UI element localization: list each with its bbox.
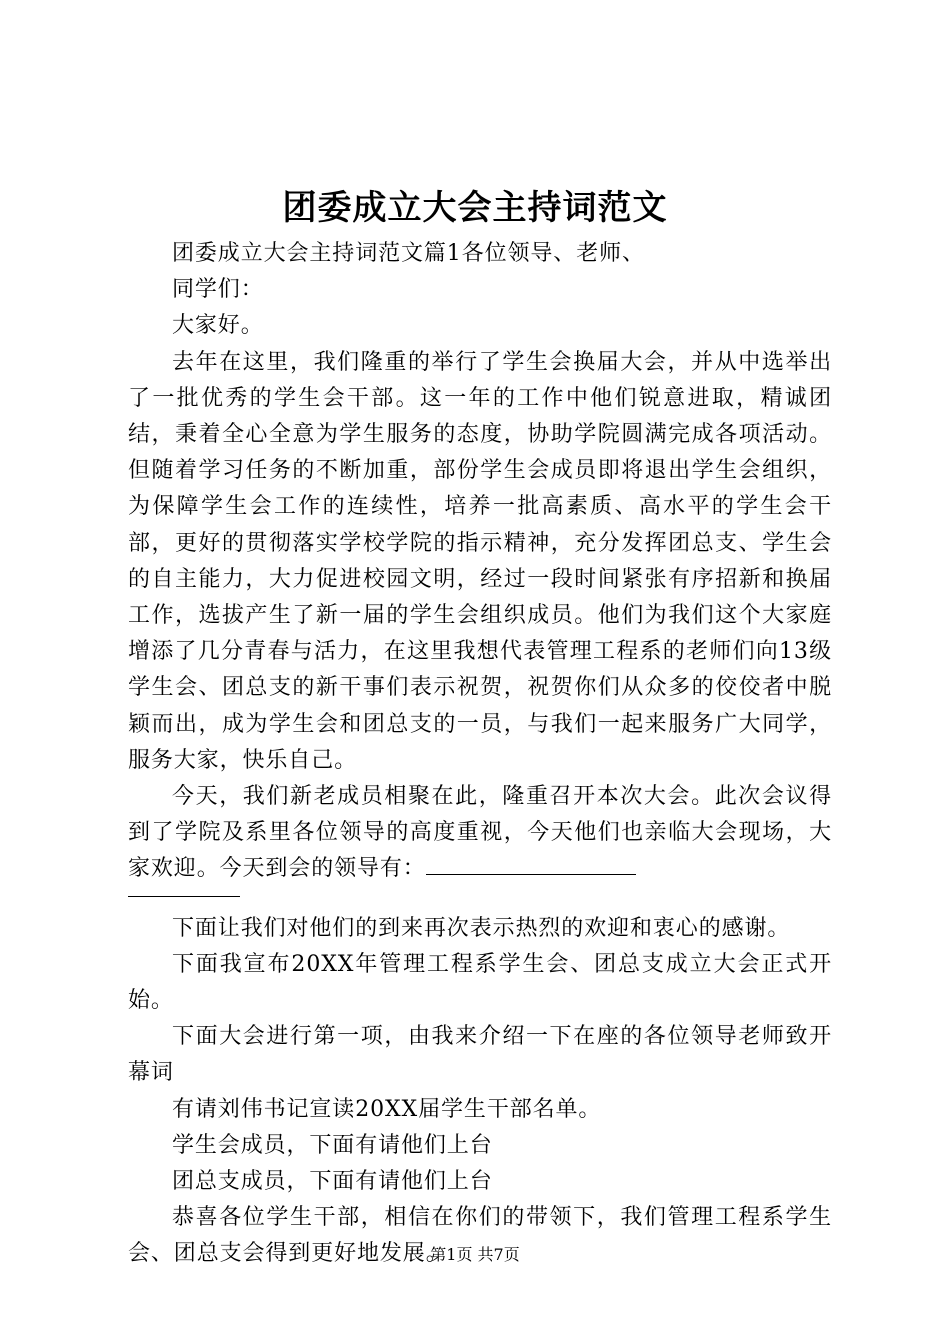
paragraph-greeting-2: 大家好。 (172, 313, 264, 339)
document-title: 团委成立大会主持词范文 (282, 188, 668, 228)
paragraph-greeting-1: 同学们： (172, 277, 264, 303)
paragraph-today (128, 779, 832, 888)
paragraph-item-one: 下面大会进行第一项，由我来介绍一下在座的各位领导老师致开幕词 (128, 1024, 832, 1086)
paragraph-league-branch: 团总支成员，下面有请他们上台 (172, 1169, 493, 1195)
paragraph-intro: 团委成立大会主持词范文篇1各位领导、老师、 (172, 241, 645, 266)
paragraph-today-text: 今天，我们新老成员相聚在此，隆重召开本次大会。此次会议得到了学院及系里各位领导的高度重视，今天他们也亲临大会现场，大家欢迎。今天到会的领导有： (128, 784, 832, 882)
blank-fill-line (426, 856, 636, 875)
blank-fill-line-continued (128, 888, 240, 897)
paragraph-announce: 下面我宣布20XX年管理工程系学生会、团总支成立大会正式开始。 (128, 951, 832, 1014)
document-body (128, 236, 832, 1273)
paragraph-congrats: 恭喜各位学生干部，相信在你们的带领下，我们管理工程系学生会、团总支会得到更好地发展。 (128, 1205, 832, 1267)
paragraph-student-union: 学生会成员，下面有请他们上台 (172, 1132, 493, 1158)
paragraph-review: 去年在这里，我们隆重的举行了学生会换届大会，并从中选举出了一批优秀的学生会干部。这一年的工作中他们锐意进取，精诚团结，秉着全心全意为学生服务的态度，协助学院圆满完成各项活动。但随着学习任务的不断加重，部份学生会成员即将退出学生会组织，为保障学生会工作的连续性，培养一批高素质、高水平的学生会干部，更好的贯彻落实学校学院的指示精神，充分发挥团总支、学生会的自主能力，大力促进校园文明，经过一段时间紧张有序招新和换届工作，选拔产生了新一届的学生会组织成员。他们为我们这个大家庭增添了几分青春与活力，在这里我想代表管理工程系的老师们向13级学生会、团总支的新干事们表示祝贺，祝贺你们从众多的佼佼者中脱颖而出，成为学生会和团总支的一员，与我们一起来服务广大同学，服务大家，快乐自己。 (128, 349, 832, 773)
paragraph-namelist: 有请刘伟书记宣读20XX届学生干部名单。 (172, 1096, 602, 1122)
paragraph-welcome: 下面让我们对他们的到来再次表示热烈的欢迎和衷心的感谢。 (172, 915, 791, 941)
page-footer: 第1页 共7页 (430, 1245, 520, 1264)
